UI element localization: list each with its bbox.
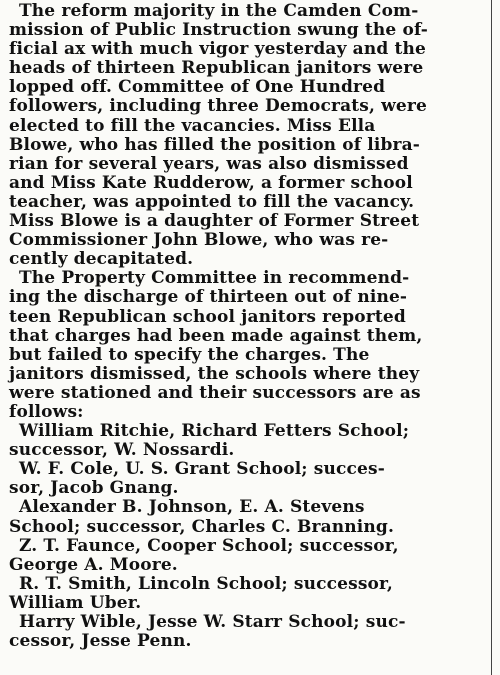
article-line: and Miss Kate Rudderow, a former school	[9, 172, 413, 193]
article-line: cently decapitated.	[9, 249, 194, 270]
article-line: ficial ax with much vigor yesterday and the	[9, 39, 426, 60]
article-line: were stationed and their successors are as	[9, 382, 421, 403]
article-line: Miss Blowe is a daughter of Former Street	[9, 211, 420, 232]
article-line: heads of thirteen Republican janitors were	[9, 58, 424, 79]
article-line: mission of Public Instruction swung the of-	[9, 20, 429, 41]
column-rule	[491, 0, 492, 675]
article-line: teacher, was appointed to fill the vacancy.	[9, 191, 415, 212]
article-line: ing the discharge of thirteen out of nine-	[9, 287, 408, 308]
article-line: Blowe, who has filled the position of libra-	[9, 134, 421, 155]
article-line: Alexander B. Johnson, E. A. Stevens	[19, 497, 365, 518]
article-column	[9, 2, 487, 651]
article-line: janitors dismissed, the schools where they	[9, 363, 420, 384]
article-line: William Ritchie, Richard Fetters School;	[19, 421, 410, 442]
article-line: teen Republican school janitors reported	[9, 306, 406, 327]
article-line: The Property Committee in recommend-	[19, 268, 410, 289]
article-line: successor, W. Nossardi.	[9, 440, 235, 461]
article-line: but failed to specify the charges. The	[9, 344, 370, 365]
article-line: The reform majority in the Camden Com-	[19, 1, 419, 21]
article-line: William Uber.	[9, 592, 142, 613]
article-line: that charges had been made against them,	[9, 325, 423, 346]
article-line: George A. Moore.	[9, 554, 178, 575]
article-line: Commissioner John Blowe, who was re-	[9, 230, 389, 251]
article-line: sor, Jacob Gnang.	[9, 478, 179, 499]
article-line: cessor, Jesse Penn.	[9, 631, 192, 652]
article-line: R. T. Smith, Lincoln School; successor,	[19, 573, 393, 594]
article-line: rian for several years, was also dismissed	[9, 153, 409, 174]
article-line: School; successor, Charles C. Branning.	[9, 516, 395, 537]
article-line: Harry Wible, Jesse W. Starr School; suc-	[19, 612, 406, 632]
article-line: follows:	[9, 401, 84, 422]
article-line: lopped off. Committee of One Hundred	[9, 77, 386, 98]
article-line: W. F. Cole, U. S. Grant School; succes-	[19, 459, 385, 480]
article-line: followers, including three Democrats, were	[9, 96, 427, 117]
article-line: elected to fill the vacancies. Miss Ella	[9, 115, 376, 136]
article-line: Z. T. Faunce, Cooper School; successor,	[19, 535, 399, 556]
